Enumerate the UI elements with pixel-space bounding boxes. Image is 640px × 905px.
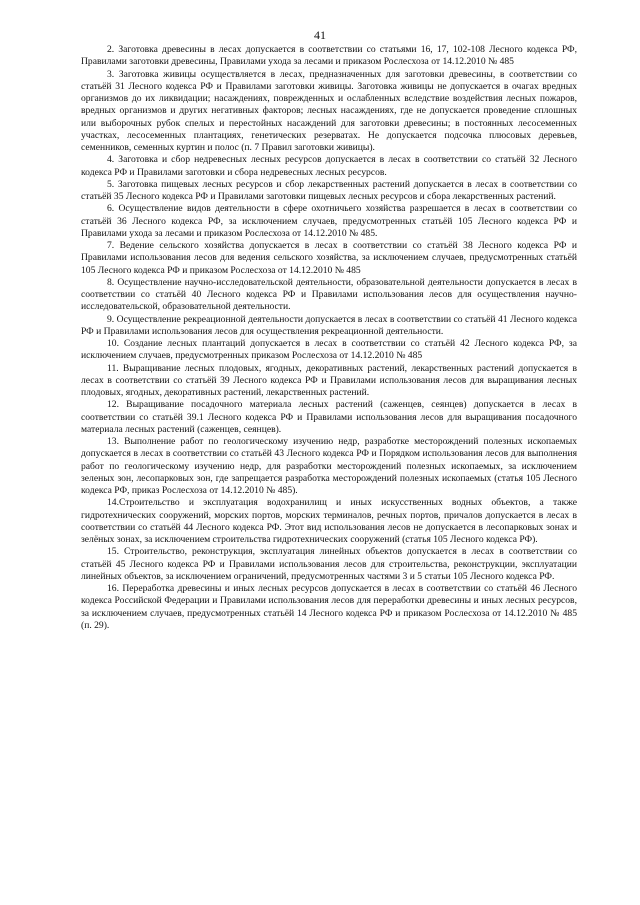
paragraph-12: 12. Выращивание посадочного материала лесных растений (саженцев, сеянцев) допускается в лесах в соответствии со статьёй 39.1 Лесного кодекса РФ и Правилами использования лесов для выращивания посадочного материала лесных растений (саженцев, сеянцев). xyxy=(81,399,577,435)
paragraph-7: 7. Ведение сельского хозяйства допускается в лесах в соответствии со статьёй 38 Лесного кодекса РФ и Правилами использования лесов для ведения сельского хозяйства, за исключением случаев, предусмотренных статьёй 105 Лесного кодекса РФ и приказом Рослесхоза от 14.12.2010 № 485 xyxy=(81,240,577,276)
paragraph-10: 10. Создание лесных плантаций допускается в лесах в соответствии со статьёй 42 Лесного кодекса РФ, за исключением случаев, предусмотренных приказом Рослесхоза от 14.12.2010 № 485 xyxy=(81,338,577,362)
paragraph-13: 13. Выполнение работ по геологическому изучению недр, разработке месторождений полезных ископаемых допускается в лесах в соответствии со статьёй 43 Лесного кодекса РФ и Порядком использования лесов для выполнения работ по геологическому изучению недр, для разработки месторождений полезных ископаемых, за исключением зеленых зон, лесопарковых зон, где запрещается разработка месторождений полезных ископаемых (статья 105 Лесного кодекса РФ, приказ Рослесхоза от 14.12.2010 № 485). xyxy=(81,436,577,496)
document-body xyxy=(81,44,577,632)
paragraph-8: 8. Осуществление научно-исследовательской деятельности, образовательной деятельности допускается в лесах в соответствии со статьёй 40 Лесного кодекса РФ и Правилами использования лесов для осуществления научно-исследовательской, образовательной деятельности. xyxy=(81,276,577,313)
paragraph-9: 9. Осуществление рекреационной деятельности допускается в лесах в соответствии со статьёй 41 Лесного кодекса РФ и Правилами использования лесов для осуществления рекреационной деятельности. xyxy=(81,313,577,337)
paragraph-3: 3. Заготовка живицы осуществляется в лесах, предназначенных для заготовки древесины, в соответствии со статьёй 31 Лесного кодекса РФ и Правилами заготовки живицы. Заготовка живицы не допускается в очагах вредных организмов до их ликвидации; насаждениях, поврежденных и ослабленных вследствие воздействия лесных пожаров, вредных организмов и других негативных факторов; лесных насаждениях, где не допускается проведение сплошных или выборочных рубок спелых и перестойных насаждений для заготовки древесины; в постоянных лесосеменных участках, лесосеменных плантациях, генетических резерватах. Не допускается подсочка плюсовых деревьев, семенников, семенных куртин и полос (п. 7 Правил заготовки живицы). xyxy=(81,68,577,153)
paragraph-16: 16. Переработка древесины и иных лесных ресурсов допускается в лесах в соответствии со статьёй 46 Лесного кодекса Российской Федерации и Правилами использования лесов для переработки древесины и иных лесных ресурсов, за исключением случаев, предусмотренных статьёй 14 Лесного кодекса РФ и приказом Рослесхоза от 14.12.2010 № 485 (п. 29). xyxy=(81,583,577,631)
paragraph-6: 6. Осуществление видов деятельности в сфере охотничьего хозяйства разрешается в лесах в соответствии со статьёй 36 Лесного кодекса РФ, за исключением случаев, предусмотренных статьёй 105 Лесного кодекса РФ и Правилами ухода за лесами и приказом Рослесхоза от 14.12.2010 № 485. xyxy=(81,203,577,239)
paragraph-4: 4. Заготовка и сбор недревесных лесных ресурсов допускается в лесах в соответствии со статьёй 32 Лесного кодекса РФ и Правилами заготовки и сбора недревесных лесных ресурсов. xyxy=(81,154,577,178)
paragraph-5: 5. Заготовка пищевых лесных ресурсов и сбор лекарственных растений допускается в лесах в соответствии со статьёй 35 Лесного кодекса РФ и Правилами заготовки пищевых лесных ресурсов и сбора лекарственных растений. xyxy=(81,178,577,202)
paragraph-2: 2. Заготовка древесины в лесах допускается в соответствии со статьями 16, 17, 102-108 Лесного кодекса РФ, Правилами заготовки древесины, Правилами ухода за лесами и приказом Рослесхоза от 14.12.2010 № 485 xyxy=(81,44,577,68)
paragraph-15: 15. Строительство, реконструкция, эксплуатация линейных объектов допускается в лесах в соответствии со статьёй 45 Лесного кодекса РФ и Правилами использования лесов для строительства, реконструкции, эксплуатации линейных объектов, за исключением ограничений, предусмотренных частями 3 и 5 статьи 105 Лесного кодекса РФ. xyxy=(81,546,577,582)
paragraph-11: 11. Выращивание лесных плодовых, ягодных, декоративных растений, лекарственных растений допускается в лесах в соответствии со статьёй 39 Лесного кодекса РФ и Правилами использования лесов для выращивания лесных плодовых, ягодных, декоративных растений, лекарственных растений. xyxy=(81,362,577,398)
page-number: 41 xyxy=(314,28,326,42)
paragraph-14: 14.Строительство и эксплуатация водохранилищ и иных искусственных водных объектов, а также гидротехнических сооружений, морских портов, морских терминалов, речных портов, причалов допускается в лесах в соответствии со статьёй 44 Лесного кодекса РФ. Этот вид использования лесов не допускается в лесопарковых зонах и зелёных зонах, за исключением строительства гидротехнических сооружений (статья 105 Лесного кодекса РФ). xyxy=(81,497,577,545)
